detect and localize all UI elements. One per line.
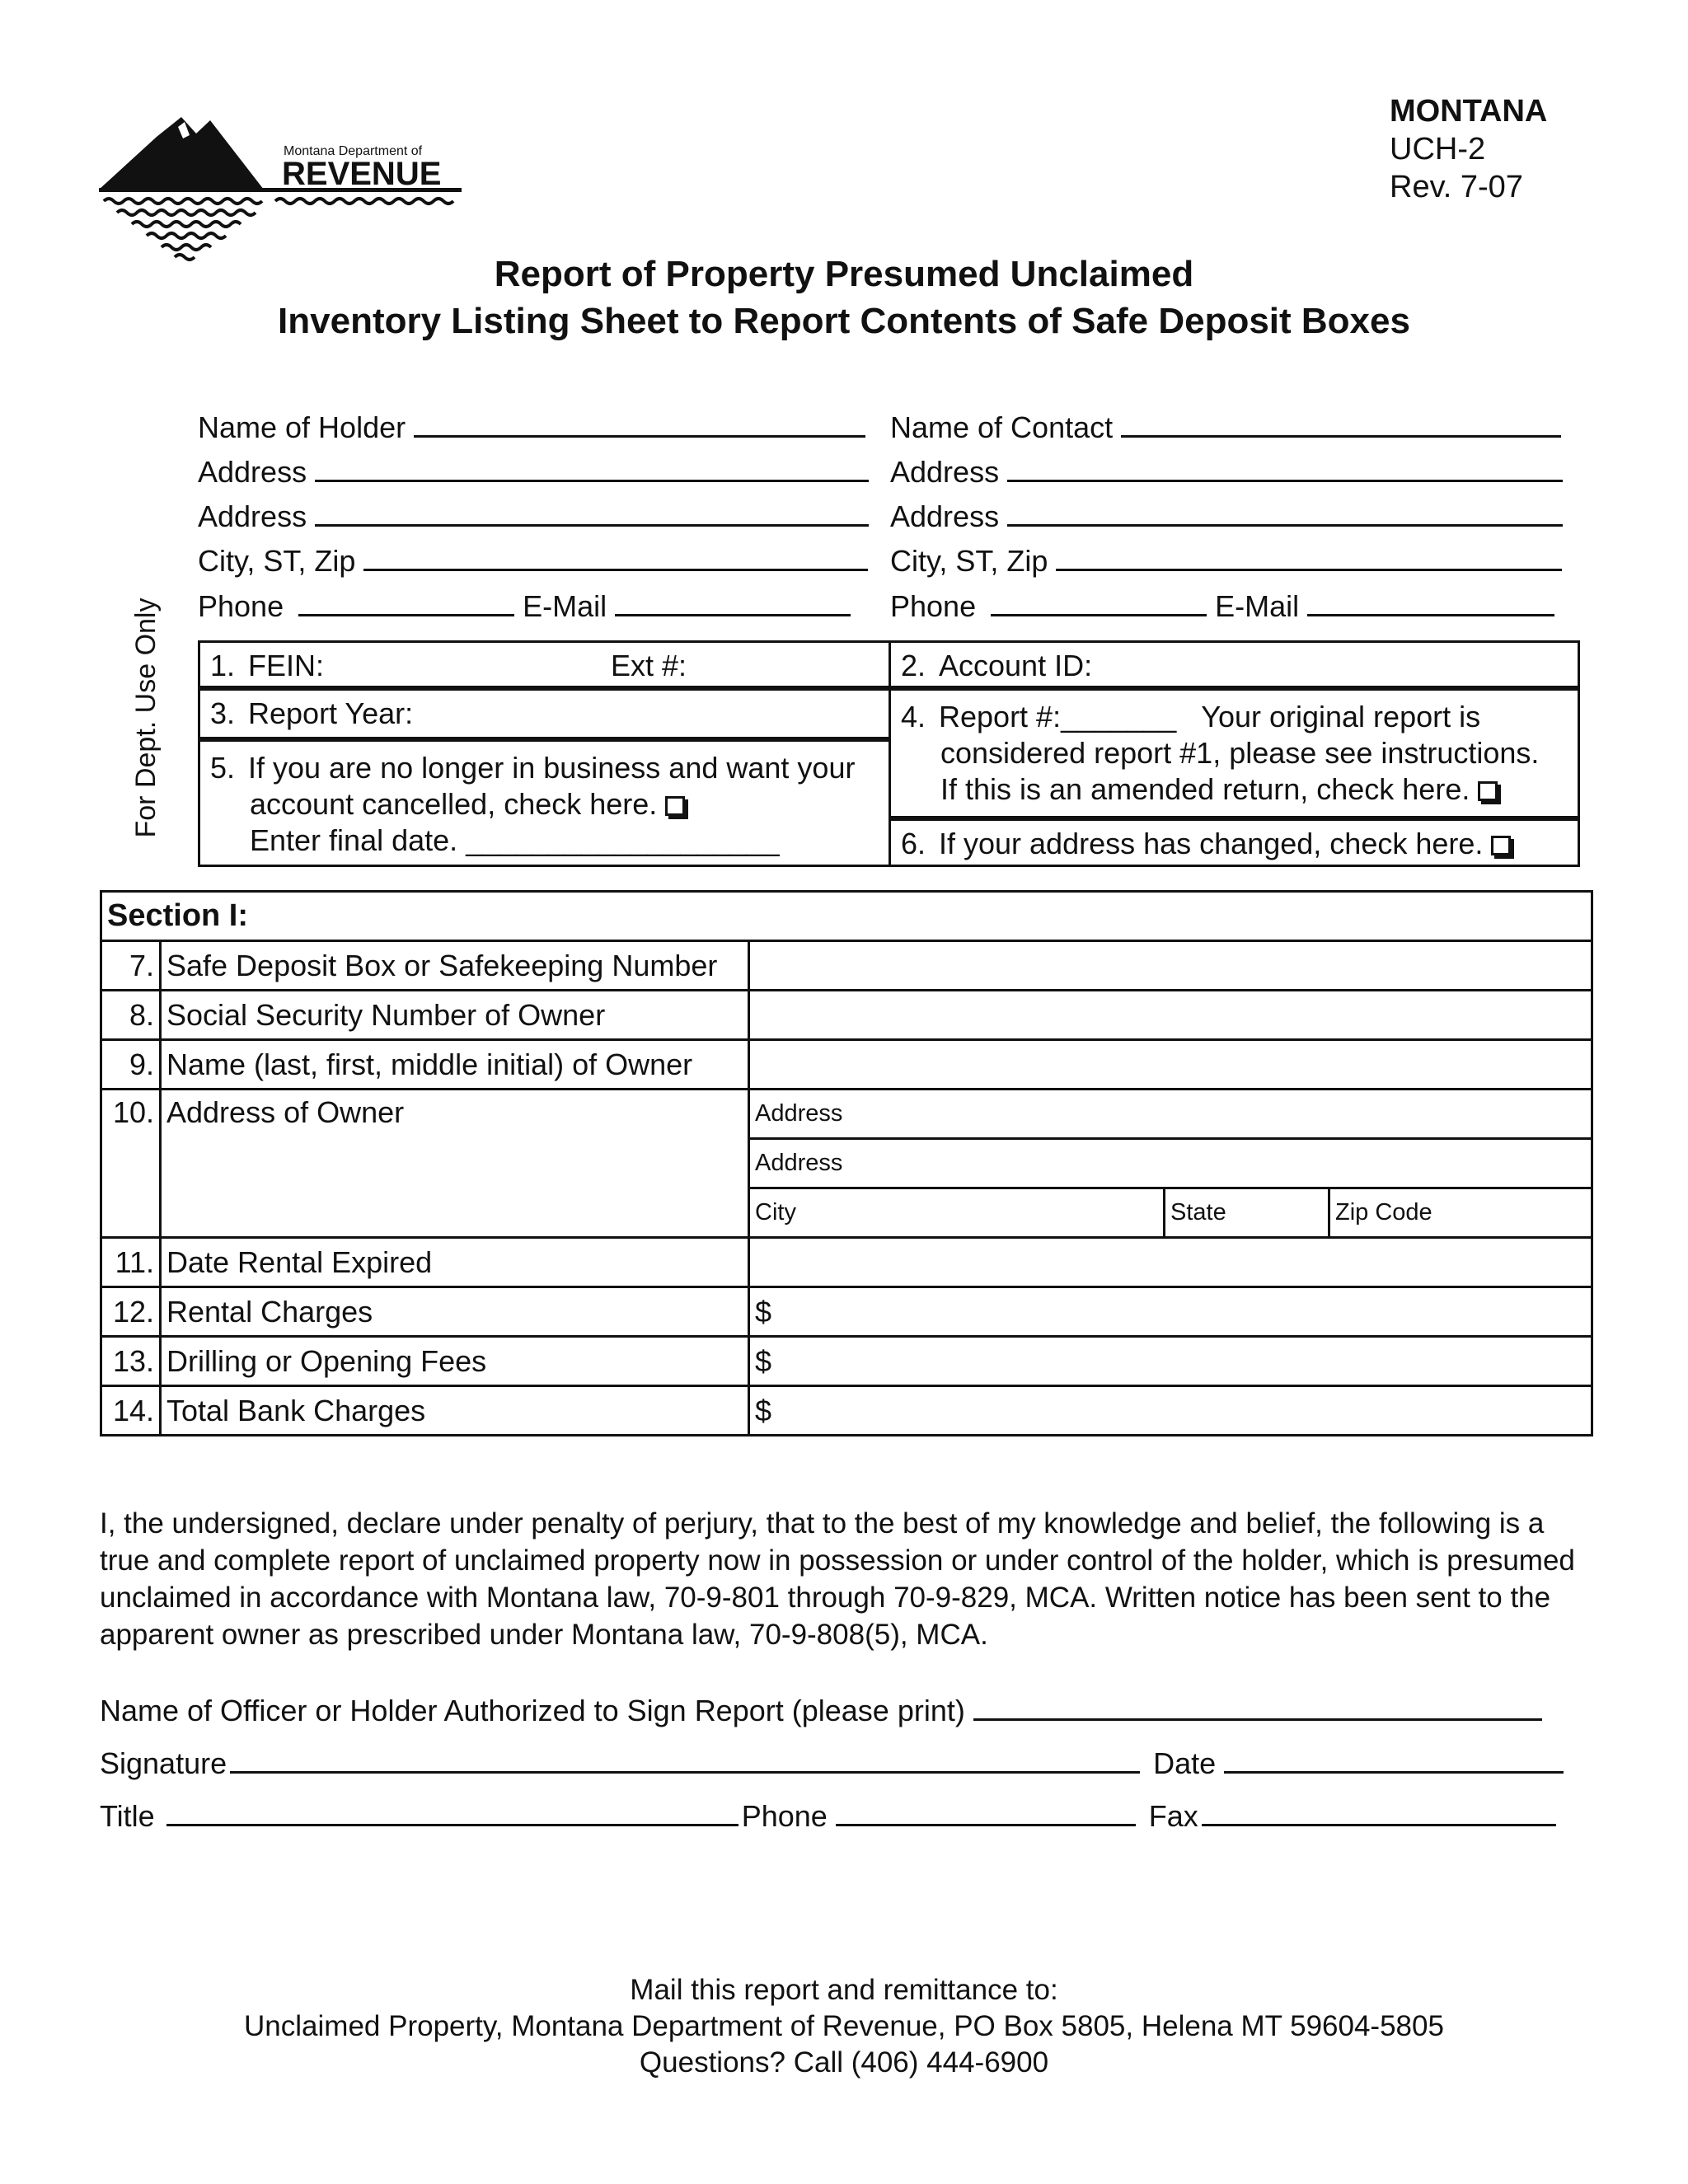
mailing-info — [0, 1972, 1688, 2081]
account-number: 2. — [901, 649, 926, 682]
account-id-box[interactable] — [889, 640, 1580, 688]
row-label: Name (last, first, middle initial) of Owner — [161, 1040, 749, 1090]
row-label: Rental Charges — [161, 1287, 749, 1337]
declaration-text: I, the undersigned, declare under penalty of perjury, that to the best of my knowledge and belief, the following is a true and complete report of unclaimed property now in possession or under control of the holder, which is presumed unclaimed in accordance with Montana law, 70-9-801 through 70-9-829, MCA. Written notice has been sent to the apparent owner as prescribed under Montana law, 70-9-808(5), MCA. — [100, 1507, 1575, 1651]
row-number: 12. — [101, 1287, 161, 1337]
form-identifier — [1390, 92, 1547, 206]
section-1-table — [100, 890, 1593, 1436]
contact-phone-label: Phone — [890, 589, 977, 623]
mail-line-3: Questions? Call (406) 444-6900 — [639, 2046, 1049, 2079]
report-num-text-3: If this is an amended return, check here. — [940, 772, 1470, 806]
row-number: 13. — [101, 1337, 161, 1386]
contact-name-field[interactable] — [1121, 413, 1561, 438]
row-label: Safe Deposit Box or Safekeeping Number — [161, 941, 749, 991]
phone-label: Phone — [741, 1799, 828, 1833]
row-number: 14. — [101, 1386, 161, 1436]
table-row — [101, 1337, 1592, 1386]
row-label: Drilling or Opening Fees — [161, 1337, 749, 1386]
fein-label: FEIN: — [248, 649, 325, 682]
cancel-account-box — [198, 739, 891, 867]
final-date-field[interactable]: ___________________ — [466, 823, 780, 857]
logo-text-small: Montana Department of — [284, 144, 423, 158]
row-number: 9. — [101, 1040, 161, 1090]
contact-address-line-2 — [890, 499, 1563, 535]
date-label: Date — [1153, 1746, 1217, 1780]
page-title — [0, 251, 1688, 344]
contact-address-field-2[interactable] — [1007, 502, 1563, 527]
row-number: 10. — [101, 1090, 161, 1238]
officer-name-label: Name of Officer or Holder Authorized to Sign Report (please print) — [100, 1694, 965, 1727]
phone-field[interactable] — [836, 1802, 1136, 1826]
logo-text-large: REVENUE — [282, 156, 442, 192]
revenue-logo — [99, 97, 462, 262]
contact-email-label: E-Mail — [1215, 589, 1300, 623]
report-year-number: 3. — [210, 696, 236, 730]
cancel-text-1: If you are no longer in business and want your — [248, 751, 856, 785]
owner-city-field[interactable]: City — [749, 1188, 1165, 1238]
fein-box[interactable] — [198, 640, 891, 688]
holder-phone-field[interactable] — [298, 592, 514, 616]
signature-label: Signature — [100, 1746, 227, 1780]
holder-address-field-1[interactable] — [315, 457, 869, 482]
holder-city-label: City, ST, Zip — [198, 544, 356, 578]
holder-address-line-2 — [198, 499, 869, 535]
title-label: Title — [100, 1799, 155, 1833]
owner-name-field[interactable] — [749, 1040, 1592, 1090]
cancel-text-2: account cancelled, check here. — [250, 787, 658, 821]
officer-name-field[interactable] — [973, 1696, 1542, 1721]
title-line-1: Report of Property Presumed Unclaimed — [494, 254, 1194, 294]
contact-address-label-2: Address — [890, 499, 1000, 533]
cancel-number: 5. — [210, 751, 236, 785]
address-change-checkbox[interactable] — [1491, 836, 1511, 855]
holder-name-field[interactable] — [414, 413, 865, 438]
ext-label: Ext #: — [611, 649, 687, 682]
address-change-box — [889, 818, 1580, 867]
fax-label: Fax — [1148, 1799, 1198, 1833]
title-phone-fax-line — [100, 1798, 1556, 1835]
contact-city-label: City, ST, Zip — [890, 544, 1048, 578]
holder-city-field[interactable] — [363, 546, 868, 571]
amended-checkbox[interactable] — [1478, 781, 1498, 801]
row-number: 11. — [101, 1238, 161, 1287]
table-row — [101, 941, 1592, 991]
row-label: Total Bank Charges — [161, 1386, 749, 1436]
title-field[interactable] — [166, 1802, 738, 1826]
owner-address-field-1[interactable]: Address — [749, 1090, 1592, 1139]
row-label: Address of Owner — [161, 1090, 749, 1238]
report-year-label: Report Year: — [248, 696, 414, 730]
form-revision: Rev. 7-07 — [1390, 170, 1523, 204]
table-row — [101, 1040, 1592, 1090]
holder-name-label: Name of Holder — [198, 410, 406, 444]
report-year-box[interactable] — [198, 688, 891, 739]
holder-email-label: E-Mail — [523, 589, 607, 623]
account-id-label: Account ID: — [939, 649, 1093, 682]
fein-number: 1. — [210, 649, 236, 682]
contact-email-field[interactable] — [1307, 592, 1554, 616]
owner-zip-field[interactable]: Zip Code — [1329, 1188, 1592, 1238]
signature-field[interactable] — [230, 1749, 1140, 1774]
ssn-field[interactable] — [749, 991, 1592, 1040]
table-row — [101, 1238, 1592, 1287]
section-1-title: Section I: — [101, 892, 1592, 941]
title-line-2: Inventory Listing Sheet to Report Contents of Safe Deposit Boxes — [278, 301, 1410, 341]
contact-city-line — [890, 543, 1562, 579]
mountain-lake-logo-icon — [99, 97, 462, 262]
report-num-text-2: considered report #1, please see instructions. — [940, 736, 1540, 770]
holder-address-line-1 — [198, 454, 869, 490]
form-number: UCH-2 — [1390, 132, 1486, 166]
row-label: Date Rental Expired — [161, 1238, 749, 1287]
table-row — [101, 1386, 1592, 1436]
owner-state-field[interactable]: State — [1165, 1188, 1329, 1238]
row-number: 7. — [101, 941, 161, 991]
address-change-text: If your address has changed, check here. — [939, 827, 1484, 860]
mail-line-2: Unclaimed Property, Montana Department of Revenue, PO Box 5805, Helena MT 59604-5805 — [244, 2010, 1444, 2042]
fax-field[interactable] — [1202, 1802, 1556, 1826]
cancel-checkbox[interactable] — [665, 796, 685, 816]
officer-name-line — [100, 1693, 1542, 1729]
holder-name-line — [198, 410, 865, 446]
contact-phone-field[interactable] — [991, 592, 1207, 616]
contact-address-field-1[interactable] — [1007, 457, 1563, 482]
holder-address-label-1: Address — [198, 455, 307, 489]
row-label: Social Security Number of Owner — [161, 991, 749, 1040]
report-num-label[interactable]: Report #:_______ — [939, 700, 1177, 733]
report-num-text-1: Your original report is — [1201, 700, 1481, 733]
contact-name-label: Name of Contact — [890, 410, 1114, 444]
dept-use-label: For Dept. Use Only — [130, 598, 162, 838]
contact-city-field[interactable] — [1056, 546, 1562, 571]
report-num-number: 4. — [901, 700, 926, 733]
contact-address-label-1: Address — [890, 455, 1000, 489]
table-row — [101, 1287, 1592, 1337]
row-number: 8. — [101, 991, 161, 1040]
holder-phone-line — [198, 588, 851, 625]
contact-phone-line — [890, 588, 1554, 625]
rental-charges-field[interactable]: $ — [749, 1287, 1592, 1337]
address-change-number: 6. — [901, 827, 926, 860]
drilling-fees-field[interactable]: $ — [749, 1337, 1592, 1386]
mail-line-1: Mail this report and remittance to: — [630, 1974, 1058, 2006]
final-date-label: Enter final date. — [250, 823, 458, 857]
date-expired-field[interactable] — [749, 1238, 1592, 1287]
report-number-box — [889, 688, 1580, 818]
form-state: MONTANA — [1390, 94, 1548, 129]
holder-address-field-2[interactable] — [315, 502, 869, 527]
signature-line — [100, 1746, 1564, 1782]
total-charges-field[interactable]: $ — [749, 1386, 1592, 1436]
date-field[interactable] — [1224, 1749, 1564, 1774]
table-row — [101, 991, 1592, 1040]
contact-name-line — [890, 410, 1561, 446]
holder-address-label-2: Address — [198, 499, 307, 533]
contact-address-line-1 — [890, 454, 1563, 490]
holder-email-field[interactable] — [615, 592, 851, 616]
table-row — [101, 1090, 1592, 1139]
box-number-field[interactable] — [749, 941, 1592, 991]
holder-city-line — [198, 543, 868, 579]
holder-phone-label: Phone — [198, 589, 284, 623]
owner-address-field-2[interactable]: Address — [749, 1139, 1592, 1188]
